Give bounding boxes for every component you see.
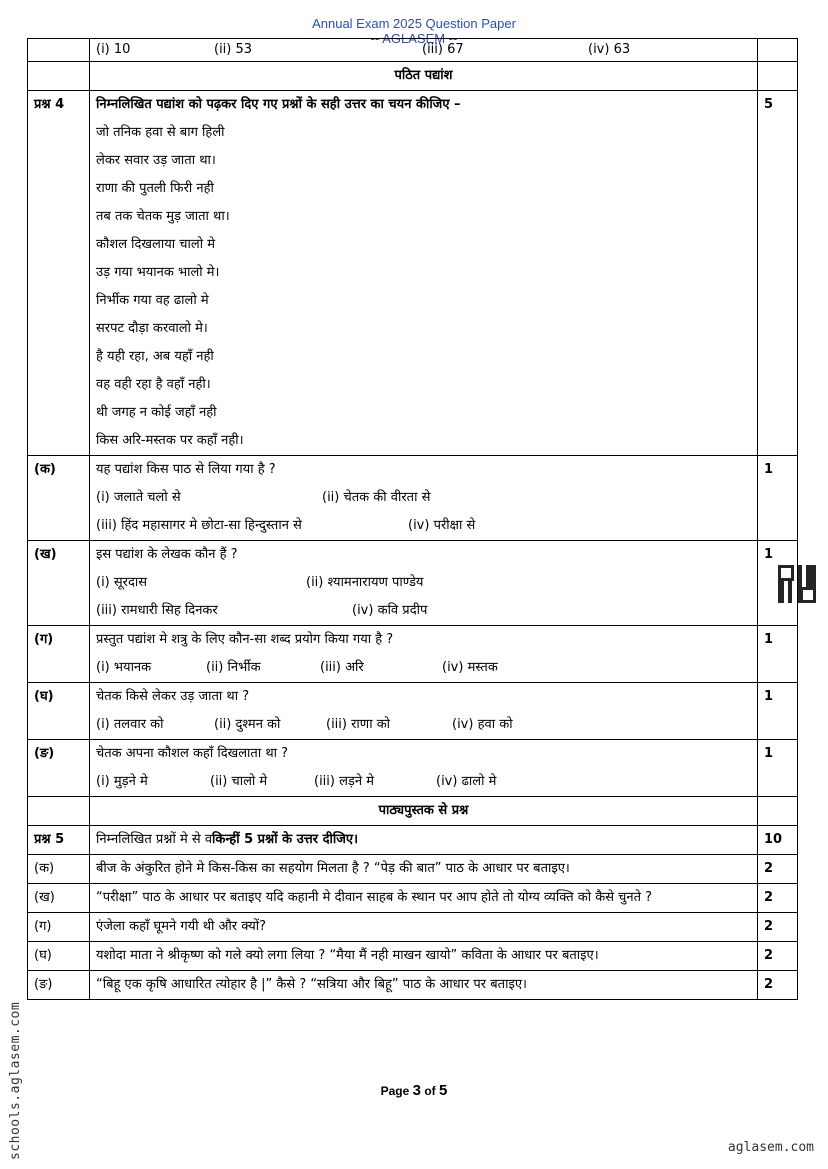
section-heading: पाठ्यपुस्तक से प्रश्न [90, 797, 758, 826]
poem-line: निर्भीक गया वह ढालो मे [96, 293, 209, 308]
option: (iv) 63 [588, 42, 631, 57]
site-watermark: aglasem.com [727, 1140, 814, 1155]
poem-line: थी जगह न कोई जहाँ नही [96, 405, 217, 420]
option: (iii) रामधारी सिह दिनकर [96, 603, 218, 618]
sub-question-label: (क) [28, 855, 90, 884]
sub-question-label: (ख) [28, 884, 90, 913]
sub-question-text: यह पद्यांश किस पाठ से लिया गया है ? [96, 462, 276, 477]
table-row [28, 626, 798, 683]
marks: 2 [758, 942, 798, 971]
option: (i) जलाते चलो से [96, 490, 181, 505]
footer-of-word: of [424, 1084, 436, 1098]
sub-question-text: इस पद्यांश के लेखक कौन हैं ? [96, 547, 238, 562]
option: (i) मुड़ने मे [96, 774, 148, 789]
sub-question-text: बीज के अंकुरित होने मे किस-किस का सहयोग मिलता है ? “पेड़ की बात” पाठ के आधार पर बताइए। [90, 855, 758, 884]
table-row [28, 541, 798, 626]
sub-question-text: चेतक अपना कौशल कहाँ दिखलाता था ? [96, 746, 289, 761]
option: (ii) दुश्मन को [214, 717, 281, 732]
poem-line: लेकर सवार उड़ जाता था। [96, 153, 216, 168]
marks: 5 [758, 91, 798, 456]
option: (i) सूरदास [96, 575, 148, 590]
sub-question-label: (ख) [28, 541, 90, 626]
option: (iii) अरि [320, 660, 364, 675]
marks: 10 [758, 826, 798, 855]
footer-page-number: 3 [412, 1082, 421, 1099]
sub-question-text: “परीक्षा” पाठ के आधार पर बताइए यदि कहानी मे दीवान साहब के स्थान पर आप होते तो योग्य व्यक्ति को कैसे चुनते ? [90, 884, 758, 913]
footer-page-word: Page [380, 1084, 410, 1098]
table-row [28, 456, 798, 541]
option: (iv) ढालो मे [436, 774, 497, 789]
poem-line: सरपट दौड़ा करवालो मे। [96, 321, 208, 336]
marks: 1 [758, 740, 798, 797]
table-row [28, 91, 798, 456]
table-row [28, 855, 798, 884]
table-row [28, 971, 798, 1000]
sub-question-label: (ङ) [28, 971, 90, 1000]
table-row [28, 39, 798, 62]
header-title: Annual Exam 2025 Question Paper [312, 16, 516, 31]
marks: 1 [758, 456, 798, 541]
sub-question-text: चेतक किसे लेकर उड़ जाता था ? [96, 689, 250, 704]
table-row [28, 826, 798, 855]
option: (iv) कवि प्रदीप [352, 603, 428, 618]
poem-line: राणा की पुतली फिरी नही [96, 181, 214, 196]
question-number: प्रश्न 5 [28, 826, 90, 855]
question-number: प्रश्न 4 [28, 91, 90, 456]
marks: 1 [758, 541, 798, 626]
question-table [27, 38, 798, 1000]
marks: 1 [758, 683, 798, 740]
table-row [28, 740, 798, 797]
poem-line: तब तक चेतक मुड़ जाता था। [96, 209, 230, 224]
option: (iii) हिंद महासागर मे छोटा-सा हिन्दुस्तान से [96, 518, 302, 533]
marks: 2 [758, 884, 798, 913]
poem-line: कौशल दिखलाया चालो मे [96, 237, 215, 252]
poem-line: किस अरि-मस्तक पर कहाँ नही। [96, 433, 244, 448]
sub-question-label: (क) [28, 456, 90, 541]
option: (ii) चेतक की वीरता से [322, 490, 431, 505]
option: (ii) चालो मे [210, 774, 268, 789]
question-text: निम्नलिखित प्रश्नों मे से व [96, 832, 213, 847]
table-row [28, 884, 798, 913]
section-heading: पठित पद्यांश [90, 62, 758, 91]
sub-question-text: “बिहू एक कृषि आधारित त्योहार है |” कैसे ? “सत्रिया और बिहू” पाठ के आधार पर बताइए। [90, 971, 758, 1000]
poem-line: वह वही रहा है वहाँ नही। [96, 377, 211, 392]
option: (iv) मस्तक [442, 660, 498, 675]
option: (iv) परीक्षा से [408, 518, 476, 533]
table-row [28, 683, 798, 740]
table-row [28, 913, 798, 942]
poem-line: है यही रहा, अब यहाँ नही [96, 349, 214, 364]
table-row [28, 942, 798, 971]
table-row [28, 797, 798, 826]
question-text: निम्नलिखित पद्यांश को पढ़कर दिए गए प्रश्नों के सही उत्तर का चयन कीजिए – [96, 97, 461, 112]
footer-page-total: 5 [439, 1082, 448, 1099]
option: (iii) लड़ने मे [314, 774, 375, 789]
marks: 2 [758, 913, 798, 942]
option: (iii) राणा को [326, 717, 391, 732]
sub-question-label: (घ) [28, 942, 90, 971]
marks: 1 [758, 626, 798, 683]
sub-question-text: एंजेला कहाँ घूमने गयी थी और क्यों? [90, 913, 758, 942]
option: (i) तलवार को [96, 717, 164, 732]
page-footer [0, 1082, 828, 1099]
side-watermark: schools.aglasem.com [8, 1001, 23, 1160]
header-subtitle: -- AGLASEM -- [370, 31, 458, 46]
sub-question-label: (ङ) [28, 740, 90, 797]
sub-question-text: यशोदा माता ने श्रीकृष्ण को गले क्यो लगा लिया ? “मैया मैं नही माखन खायो” कविता के आधार पर बताइए। [90, 942, 758, 971]
table-row [28, 62, 798, 91]
option: (iv) हवा को [452, 717, 513, 732]
option: (ii) श्यामनारायण पाण्डेय [306, 575, 424, 590]
sub-question-label: (ग) [28, 626, 90, 683]
option: (iii) 67 [422, 42, 464, 57]
option: (ii) 53 [214, 42, 253, 57]
marks: 2 [758, 855, 798, 884]
option: (ii) निर्भीक [206, 660, 261, 675]
marks: 2 [758, 971, 798, 1000]
poem-line: जो तनिक हवा से बाग हिली [96, 125, 225, 140]
question-text-bold: किन्हीं 5 प्रश्नों के उत्तर दीजिए। [212, 832, 358, 847]
sub-question-text: प्रस्तुत पद्यांश मे शत्रु के लिए कौन-सा शब्द प्रयोग किया गया है ? [96, 632, 394, 647]
sub-question-label: (घ) [28, 683, 90, 740]
option: (i) भयानक [96, 660, 152, 675]
qr-code-icon [778, 565, 816, 603]
poem-line: उड़ गया भयानक भालो मे। [96, 265, 220, 280]
option: (i) 10 [96, 42, 131, 57]
sub-question-label: (ग) [28, 913, 90, 942]
